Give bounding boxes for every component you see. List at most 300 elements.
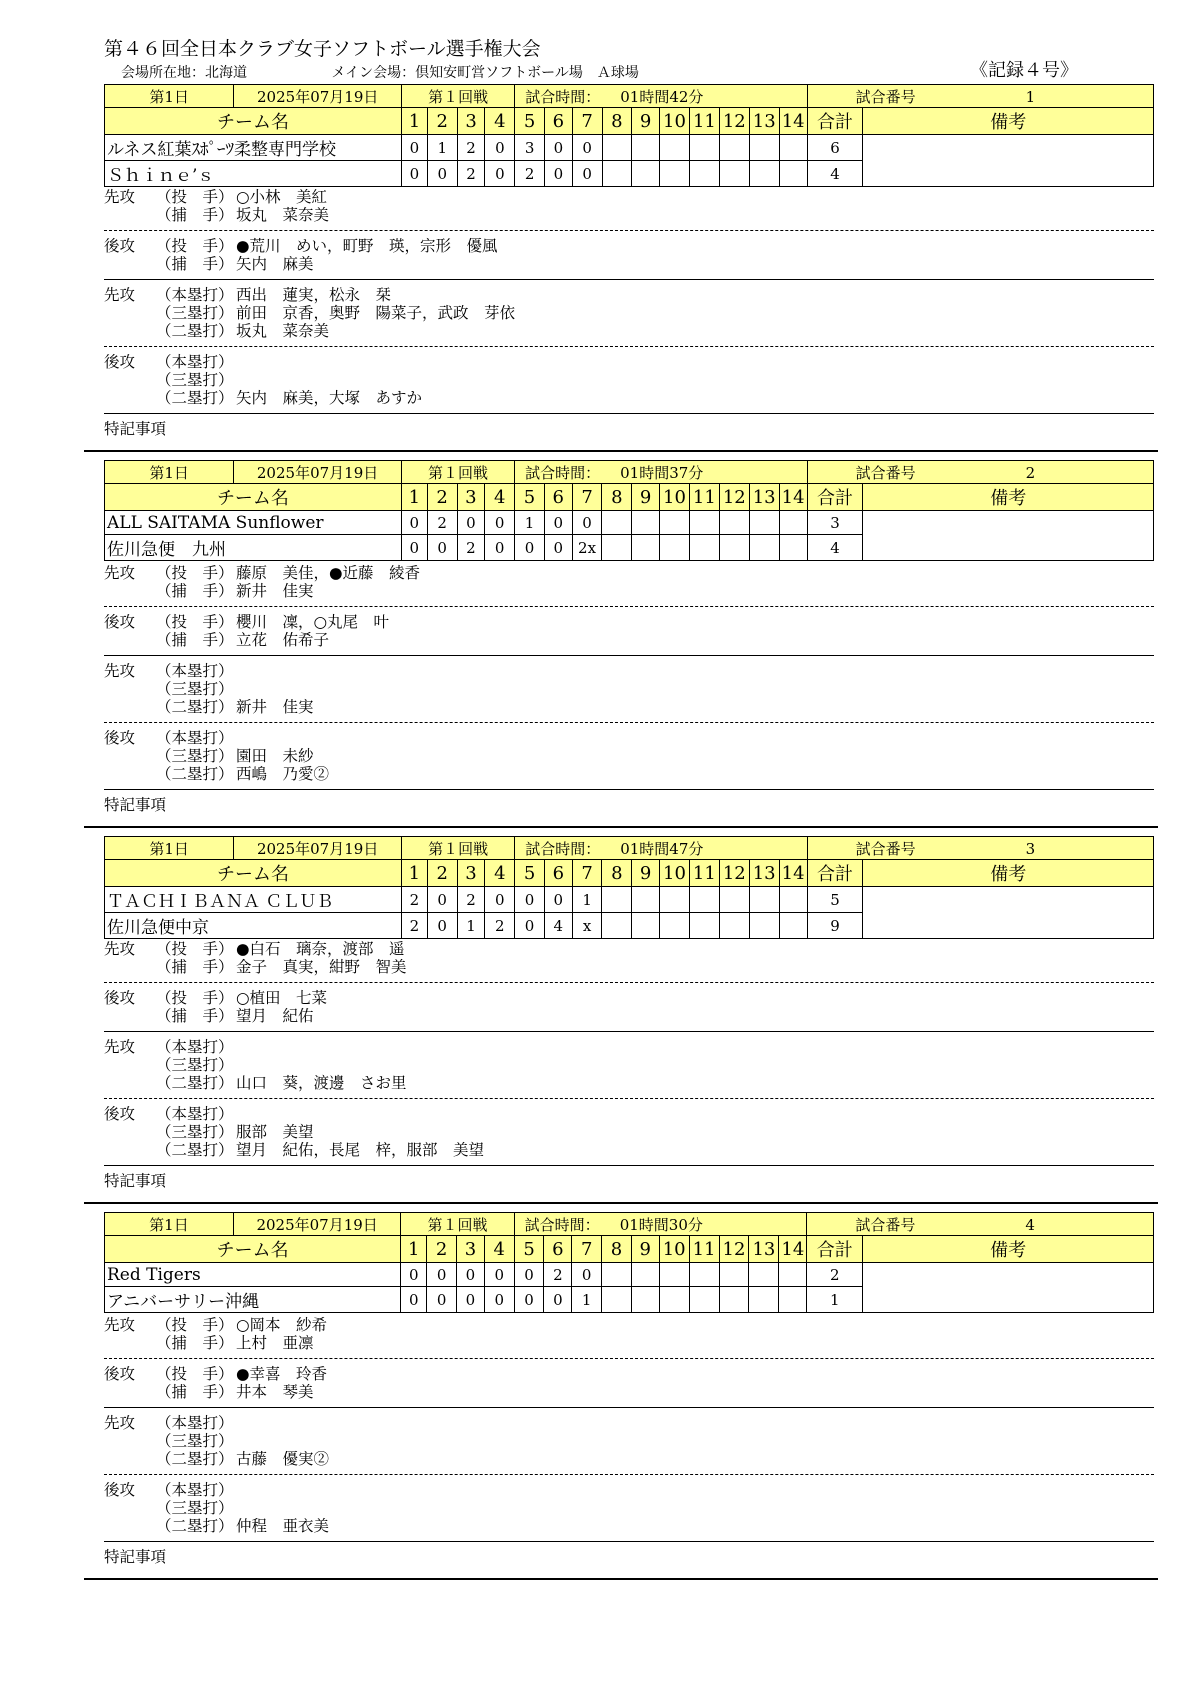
stat-label: （三塁打） [156,1056,234,1074]
inning-score [779,161,807,187]
game-number-label: 試合番号 [855,839,916,858]
inning-score: 2 [401,913,427,939]
team-name: 佐川急便中京 [105,913,402,939]
inning-header: 3 [457,860,485,887]
game-round: 第１回戦 [402,85,515,108]
inning-score: 1 [427,135,457,161]
bottom-battery [104,1358,1154,1407]
inning-score: 0 [427,887,457,913]
game-divider [84,1202,1158,1204]
inning-score [719,535,749,561]
stat-label: （本塁打） [156,729,234,747]
remarks-cell [863,1263,1154,1313]
stat-label: （三塁打） [156,747,234,765]
stat-value: 立花 佑希子 [236,631,330,649]
inning-header: 12 [719,1236,749,1263]
stat-value: 矢内 麻美 [236,255,314,273]
inning-header: 7 [572,108,602,135]
inning-score: 0 [514,1263,544,1287]
stat-value: 坂丸 菜奈美 [236,206,330,224]
inning-header: 7 [572,860,602,887]
game-record [84,460,1154,826]
team-total: 1 [807,1287,863,1313]
team-total: 3 [807,511,863,535]
inning-score [602,887,632,913]
total-header: 合計 [807,108,863,135]
side-label: 後攻 [104,989,136,1007]
stat-label: （捕 手） [156,582,234,600]
page-title: 第４６回全日本クラブ女子ソフトボール選手権大会 [104,38,541,60]
team-name-header: チーム名 [105,108,402,135]
inning-header: 14 [779,860,807,887]
inning-score [602,1263,632,1287]
stat-label: （投 手） [156,564,234,582]
game-round: 第１回戦 [401,1213,514,1236]
inning-score: 0 [427,1263,457,1287]
inning-score [719,913,749,939]
inning-header: 4 [485,484,515,511]
inning-score [659,1287,689,1313]
team-name-header: チーム名 [105,860,402,887]
stat-label: （本塁打） [156,1414,234,1432]
stat-label: （捕 手） [156,958,234,976]
inning-header: 3 [457,484,485,511]
game-number: 3 [1025,839,1036,858]
inning-header: 12 [719,484,749,511]
team-name: Red Tigers [105,1263,401,1287]
inning-header: 13 [749,1236,779,1263]
game-number-cell [807,461,1153,484]
inning-score: 0 [514,1287,544,1313]
inning-score [749,887,779,913]
inning-header: 11 [689,108,719,135]
inning-score [779,135,807,161]
inning-header: 9 [632,860,660,887]
game-time-label: 試合時間： [525,463,601,482]
inning-score [719,1263,749,1287]
stat-value: ●荒川 めい，町野 瑛，宗形 優風 [236,237,498,255]
team-total: 5 [807,887,863,913]
top-battery [104,1316,1154,1358]
main-venue: メイン会場：倶知安町営ソフトボール場 Ａ球場 [331,65,639,81]
team-name: ALL SAITAMA Sunflower [105,511,402,535]
top-battery [104,564,1154,606]
venue-location: 会場所在地：北海道 [121,65,247,81]
game-time-label: 試合時間： [524,1215,600,1234]
team-total: 2 [807,1263,863,1287]
inning-score: 1 [457,913,485,939]
stat-label: （捕 手） [156,1383,234,1401]
inning-score [689,511,719,535]
team-name: アニバーサリー沖縄 [105,1287,401,1313]
stat-label: （三塁打） [156,680,234,698]
team-total: 9 [807,913,863,939]
inning-header: 10 [659,1236,689,1263]
inning-score [749,913,779,939]
inning-score: 0 [427,1287,457,1313]
inning-score: 0 [485,135,515,161]
game-notes [104,188,1154,438]
game-divider [84,1578,1158,1580]
stat-label: （投 手） [156,613,234,631]
bottom-extra-hits [104,346,1154,413]
inning-score [779,511,807,535]
team-row [105,887,1154,913]
game-divider [84,826,1158,828]
scoreboard-table [104,836,1154,939]
inning-score [602,535,632,561]
inning-score: 0 [401,511,427,535]
game-date: 2025年07月19日 [234,837,402,860]
inning-score: 2 [544,1263,572,1287]
inning-score [632,535,660,561]
top-extra-hits [104,1031,1154,1098]
inning-score: 0 [401,535,427,561]
inning-score: 2 [457,135,485,161]
inning-score: 0 [401,1263,427,1287]
inning-header: 9 [632,108,660,135]
inning-header: 5 [514,1236,544,1263]
game-time-label: 試合時間： [525,87,601,106]
stat-value: 上村 亜凛 [236,1334,314,1352]
inning-header: 4 [484,1236,514,1263]
special-notes [104,1165,1154,1190]
inning-score: 4 [544,913,572,939]
stat-value: 藤原 美佳，●近藤 綾香 [236,564,421,582]
game-round: 第１回戦 [401,461,514,484]
inning-score: 3 [515,135,545,161]
inning-header: 6 [544,108,572,135]
side-label: 後攻 [104,1365,136,1383]
top-battery [104,940,1154,982]
inning-score: 0 [457,511,485,535]
game-number: 2 [1025,463,1036,482]
inning-header: 3 [457,108,485,135]
stat-value: 望月 紀佑 [236,1007,314,1025]
inning-score [719,1287,749,1313]
stat-value: 櫻川 凜，○丸尾 叶 [236,613,390,631]
venue-line [121,62,719,82]
inning-header: 2 [427,860,457,887]
stat-value: 井本 琴美 [236,1383,314,1401]
stat-label: （捕 手） [156,206,234,224]
inning-score [779,913,807,939]
stat-label: （投 手） [156,940,234,958]
side-label: 後攻 [104,729,136,747]
game-number: 4 [1025,1215,1035,1234]
game-round: 第１回戦 [401,837,514,860]
bottom-extra-hits [104,722,1154,789]
inning-score: 0 [402,135,428,161]
inning-score: 2 [515,161,545,187]
game-time: 01時間37分 [620,463,704,482]
inning-header: 5 [515,108,545,135]
inning-score [749,1263,779,1287]
team-total: 4 [807,535,863,561]
inning-score [779,1263,807,1287]
stat-label: （三塁打） [156,304,234,322]
inning-header: 1 [401,1236,427,1263]
stat-value: 山口 葵，渡邊 さお里 [236,1074,407,1092]
inning-header: 4 [485,108,515,135]
inning-score [719,135,749,161]
inning-score: 0 [457,1287,485,1313]
inning-score: 0 [485,511,515,535]
bottom-battery [104,606,1154,655]
inning-score: 2x [572,535,602,561]
inning-score: x [572,913,602,939]
record-number: 《記録４号》 [970,60,1078,81]
inning-score [749,535,779,561]
special-notes [104,1541,1154,1566]
special-notes-label: 特記事項 [104,1172,167,1190]
team-row [105,135,1154,161]
inning-header: 1 [401,484,427,511]
side-label: 後攻 [104,237,136,255]
game-record [84,84,1154,450]
inning-header: 5 [515,860,545,887]
remarks-header: 備考 [863,484,1154,511]
bottom-battery [104,982,1154,1031]
game-day: 第1日 [105,837,234,860]
inning-header: 8 [602,108,632,135]
game-date: 2025年07月19日 [233,1213,400,1236]
side-label: 先攻 [104,1414,136,1432]
inning-score: 0 [485,161,515,187]
inning-score: 1 [572,1287,602,1313]
scoreboard-table [104,84,1154,187]
game-time-cell [514,1213,807,1236]
inning-header: 11 [689,484,719,511]
inning-score [749,161,779,187]
stat-label: （二塁打） [156,322,234,340]
remarks-header: 備考 [863,1236,1154,1263]
side-label: 先攻 [104,1316,136,1334]
stat-label: （二塁打） [156,1141,234,1159]
stat-value: 古藤 優実② [236,1450,330,1468]
inning-score [779,887,807,913]
inning-score [779,535,807,561]
stat-label: （二塁打） [156,698,234,716]
inning-score: 0 [484,1287,514,1313]
inning-header: 10 [660,860,690,887]
game-day: 第1日 [105,1213,234,1236]
inning-header: 11 [689,860,719,887]
stat-value: ●白石 璃奈，渡部 遥 [236,940,405,958]
inning-score: 0 [572,511,602,535]
inning-score [779,1287,807,1313]
inning-score [660,135,690,161]
inning-score [602,1287,632,1313]
side-label: 先攻 [104,662,136,680]
inning-score [660,887,690,913]
inning-score [660,535,690,561]
inning-score [689,161,719,187]
inning-header: 13 [749,484,779,511]
inning-score: 0 [544,1287,572,1313]
stat-value: ○植田 七菜 [236,989,328,1007]
inning-score [689,535,719,561]
stat-label: （捕 手） [156,255,234,273]
inning-header: 8 [602,860,632,887]
inning-score: 0 [401,1287,427,1313]
inning-score [660,511,690,535]
inning-header: 9 [632,484,660,511]
inning-score [602,161,632,187]
stat-label: （捕 手） [156,1007,234,1025]
stat-label: （三塁打） [156,1123,234,1141]
inning-header: 2 [427,1236,457,1263]
side-label: 先攻 [104,564,136,582]
team-row [105,511,1154,535]
game-time: 01時間30分 [619,1215,703,1234]
stat-label: （捕 手） [156,631,234,649]
game-record [84,1212,1154,1578]
inning-score: 2 [457,161,485,187]
stat-label: （本塁打） [156,286,234,304]
remarks-cell [863,135,1154,187]
inning-score: 0 [544,135,572,161]
stat-label: （三塁打） [156,1432,234,1450]
inning-score: 1 [572,887,602,913]
inning-score: 0 [515,887,545,913]
game-number: 1 [1025,87,1036,106]
top-extra-hits [104,655,1154,722]
bottom-extra-hits [104,1098,1154,1165]
remarks-cell [863,511,1154,561]
inning-header: 7 [572,484,602,511]
inning-score: 0 [544,161,572,187]
inning-score [632,511,660,535]
game-number-label: 試合番号 [855,1215,916,1234]
stat-label: （投 手） [156,989,234,1007]
stat-label: （捕 手） [156,1334,234,1352]
stat-value: 坂丸 菜奈美 [236,322,330,340]
stat-label: （投 手） [156,1365,234,1383]
stat-value: 仲程 亜衣美 [236,1517,330,1535]
game-time-cell [515,837,807,860]
total-header: 合計 [807,484,863,511]
game-time: 01時間42分 [620,87,704,106]
inning-header: 7 [572,1236,602,1263]
side-label: 先攻 [104,940,136,958]
inning-header: 10 [660,108,690,135]
inning-score: 0 [572,161,602,187]
inning-score: 0 [402,161,428,187]
top-extra-hits [104,1407,1154,1474]
stat-label: （本塁打） [156,1038,234,1056]
inning-score: 2 [457,535,485,561]
special-notes [104,789,1154,814]
inning-score [689,135,719,161]
stat-label: （本塁打） [156,1481,234,1499]
stat-label: （二塁打） [156,1074,234,1092]
inning-score: 0 [544,511,572,535]
inning-score [719,161,749,187]
inning-score [602,511,632,535]
game-time-label: 試合時間： [525,839,601,858]
inning-score [689,1287,719,1313]
team-total: 4 [807,161,863,187]
inning-score [749,1287,779,1313]
stat-label: （二塁打） [156,1450,234,1468]
scoreboard-table [104,460,1154,561]
game-number-cell [807,837,1153,860]
inning-header: 13 [749,860,779,887]
inning-header: 14 [779,1236,807,1263]
stat-label: （二塁打） [156,765,234,783]
team-total: 6 [807,135,863,161]
game-notes [104,940,1154,1190]
inning-score: 0 [485,535,515,561]
special-notes-label: 特記事項 [104,1548,167,1566]
stat-label: （三塁打） [156,1499,234,1517]
top-extra-hits [104,279,1154,346]
stat-label: （投 手） [156,188,234,206]
game-notes [104,564,1154,814]
total-header: 合計 [807,1236,863,1263]
stat-value: 服部 美望 [236,1123,314,1141]
inning-header: 14 [779,484,807,511]
inning-header: 5 [515,484,545,511]
bottom-battery [104,230,1154,279]
stat-label: （本塁打） [156,662,234,680]
top-battery [104,188,1154,230]
inning-score [719,887,749,913]
side-label: 先攻 [104,1038,136,1056]
stat-value: ○小林 美紅 [236,188,328,206]
team-name: ルネス紅葉ｽﾎﾟｰﾂ柔整専門学校 [105,135,402,161]
inning-score: 2 [401,887,427,913]
stat-label: （投 手） [156,237,234,255]
inning-score [602,913,632,939]
game-number-label: 試合番号 [855,463,916,482]
stat-label: （二塁打） [156,1517,234,1535]
inning-score: 2 [457,887,485,913]
remarks-cell [863,887,1154,939]
inning-score [632,135,660,161]
inning-score: 0 [572,1263,602,1287]
special-notes [104,413,1154,438]
stat-value: 西嶋 乃愛② [236,765,330,783]
inning-header: 8 [602,1236,632,1263]
stat-label: （本塁打） [156,353,234,371]
inning-score [660,913,690,939]
inning-score: 0 [484,1263,514,1287]
team-name-header: チーム名 [105,484,402,511]
inning-score [602,135,632,161]
inning-score: 2 [427,511,457,535]
stat-value: ●幸喜 玲香 [236,1365,328,1383]
game-number-cell [807,85,1153,108]
inning-score [689,1263,719,1287]
inning-score: 0 [515,913,545,939]
stat-label: （三塁打） [156,371,234,389]
game-date: 2025年07月19日 [234,85,402,108]
game-number-label: 試合番号 [855,87,916,106]
inning-score [632,913,660,939]
team-name: 佐川急便 九州 [105,535,402,561]
side-label: 後攻 [104,613,136,631]
inning-header: 3 [457,1236,485,1263]
inning-header: 6 [544,1236,572,1263]
inning-score [631,1287,659,1313]
total-header: 合計 [807,860,863,887]
special-notes-label: 特記事項 [104,796,167,814]
game-time-cell [515,461,807,484]
game-time: 01時間47分 [620,839,704,858]
side-label: 後攻 [104,353,136,371]
